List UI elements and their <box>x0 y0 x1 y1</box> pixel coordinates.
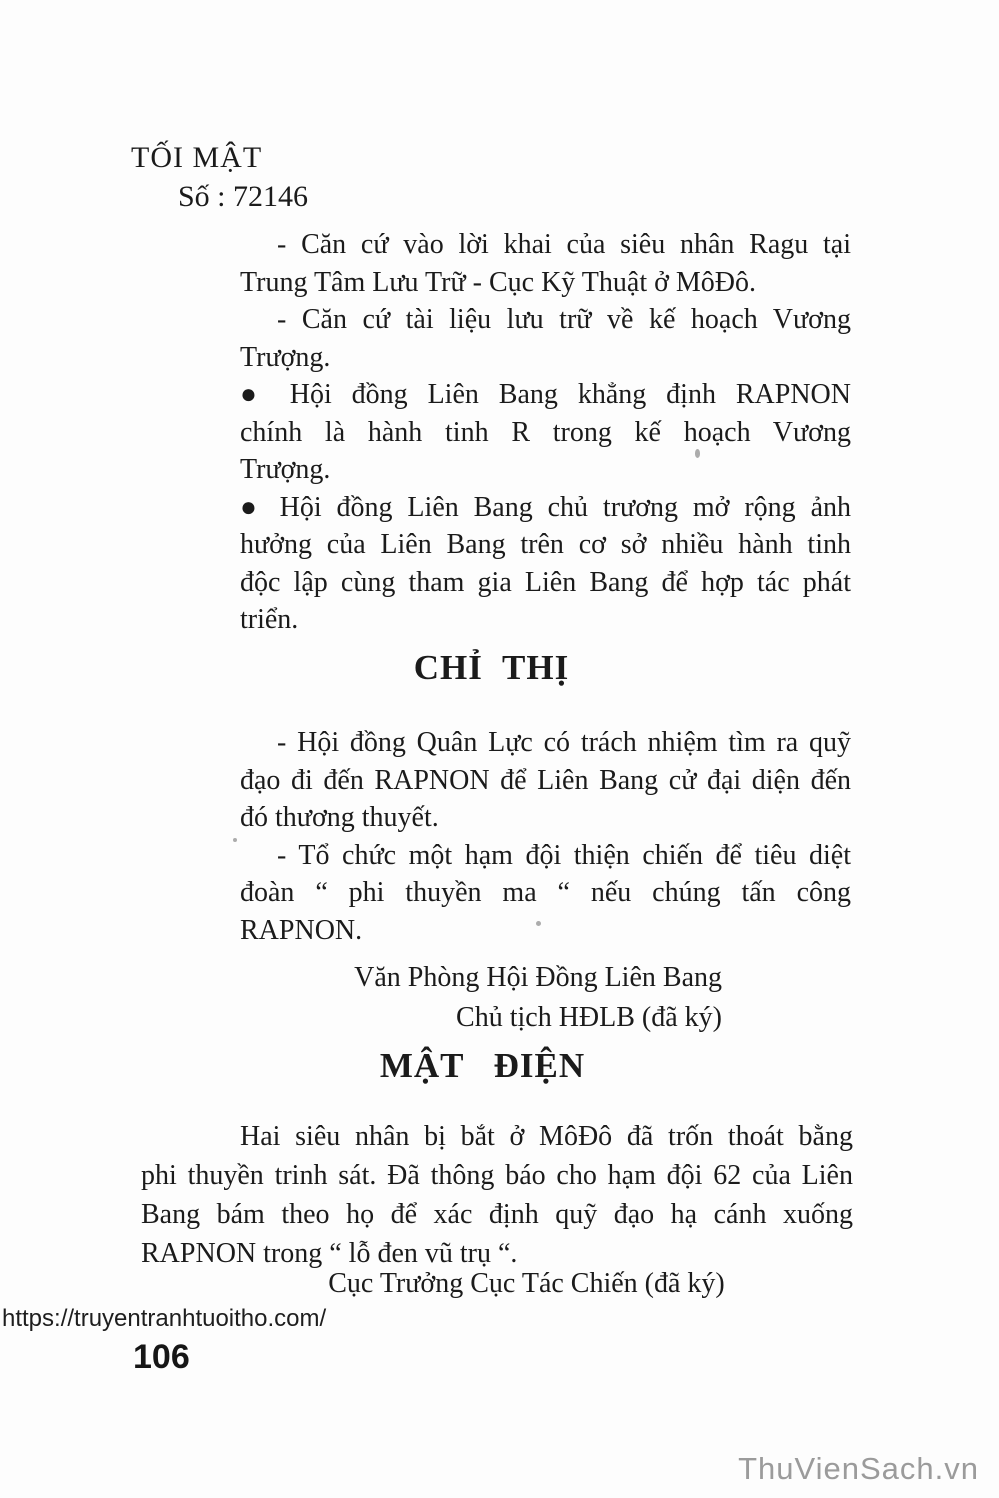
telegram-signer: Cục Trưởng Cục Tác Chiến (đã ký) <box>328 1268 725 1299</box>
text-line: đoàn “ phi thuyền ma “ nếu chúng tấn công <box>240 877 851 908</box>
text-line: - Tổ chức một hạm đội thiện chiến để tiêu diệt <box>277 839 851 871</box>
text-line: chính là hành tinh R trong kế hoạch Vương <box>240 416 851 448</box>
directive-section <box>240 724 851 949</box>
directive-heading: CHỈ THỊ <box>413 648 570 687</box>
text-line: hưởng của Liên Bang trên cơ sở nhiều hành tinh <box>240 529 851 560</box>
text-line: đạo đi đến RAPNON để Liên Bang cử đại diện đến <box>240 764 851 796</box>
directive-paragraph <box>240 724 851 837</box>
preamble-section <box>240 226 851 639</box>
text-line: Trượng. <box>240 341 331 373</box>
telegram-paragraph <box>141 1117 853 1273</box>
text-line: Bang bám theo họ để xác định quỹ đạo hạ cánh xuống <box>141 1199 853 1230</box>
telegram-heading: MẬT ĐIỆN <box>379 1046 586 1085</box>
text-line: phi thuyền trinh sát. Đã thông báo cho hạm đội 62 của Liên <box>141 1160 853 1191</box>
watermark-text: ThuVienSach.vn <box>738 1451 979 1486</box>
text-line: độc lập cùng tham gia Liên Bang để hợp tác phát <box>240 566 851 598</box>
text-line: Hai siêu nhân bị bắt ở MôĐô đã trốn thoát bằng <box>240 1121 853 1152</box>
signature-office: Văn Phòng Hội Đồng Liên Bang <box>354 962 722 993</box>
text-line: - Căn cứ vào lời khai của siêu nhân Ragu tại <box>277 229 851 260</box>
text-line: ● Hội đồng Liên Bang khẳng định RAPNON <box>240 379 851 410</box>
signature-signer: Chủ tịch HĐLB (đã ký) <box>456 1002 722 1033</box>
scan-speck <box>233 838 237 842</box>
text-line: đó thương thuyết. <box>240 802 439 833</box>
text-line: Trung Tâm Lưu Trữ - Cục Kỹ Thuật ở MôĐô. <box>240 266 757 298</box>
text-line: RAPNON trong “ lỗ đen vũ trụ “. <box>141 1238 518 1269</box>
scan-speck <box>536 921 541 926</box>
text-line: - Hội đồng Quân Lực có trách nhiệm tìm ra quỹ <box>277 727 851 758</box>
classification-label: TỐI MẬT <box>131 141 263 174</box>
text-line: triển. <box>240 604 299 635</box>
source-url-text: https://truyentranhtuoitho.com/ <box>2 1305 327 1332</box>
text-line: RAPNON. <box>240 914 363 946</box>
text-line: ● Hội đồng Liên Bang chủ trương mở rộng ảnh <box>240 491 851 523</box>
directive-signature-block <box>354 958 722 1038</box>
text-line: - Căn cứ tài liệu lưu trữ về kế hoạch Vương <box>277 304 851 335</box>
preamble-paragraph <box>240 226 851 301</box>
page-number: 106 <box>133 1338 190 1376</box>
directive-paragraph <box>240 837 851 950</box>
preamble-paragraph <box>240 301 851 376</box>
scan-speck <box>695 449 700 458</box>
document-number: Số : 72146 <box>178 180 309 213</box>
preamble-bullet-paragraph <box>240 489 851 639</box>
text-line: Trượng. <box>240 454 331 485</box>
preamble-bullet-paragraph <box>240 376 851 489</box>
